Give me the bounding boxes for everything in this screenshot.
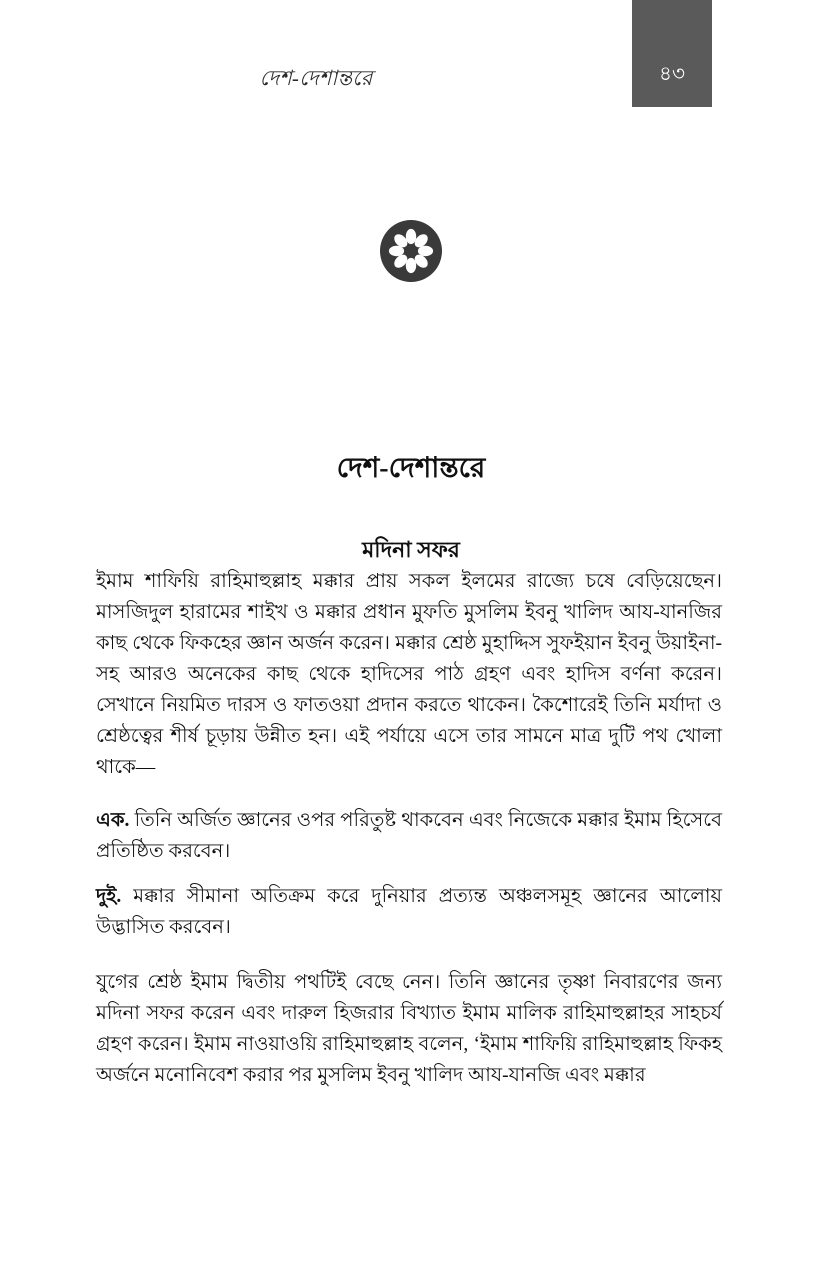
rosette-ornament	[0, 219, 822, 283]
paragraph-intro	[96, 566, 722, 783]
paragraph-option-one-text: তিনি অর্জিত জ্ঞানের ওপর পরিতুষ্ট থাকবেন এবং নিজেকে মক্কার ইমাম হিসেবে প্রতিষ্ঠিত করবেন।	[96, 810, 722, 862]
body-text-block	[96, 566, 722, 1091]
paragraph-option-two-label: দুই.	[96, 886, 122, 907]
section-title: মদিনা সফর	[362, 537, 460, 563]
chapter-title: দেশ-দেশান্তরে	[336, 452, 486, 484]
paragraph-option-one-label: এক.	[96, 810, 130, 831]
paragraph-option-one	[96, 805, 722, 867]
eight-petal-rosette-icon	[379, 219, 443, 283]
page-number: ৪৩	[659, 63, 685, 85]
running-head: দেশ-দেশান্তরে	[259, 66, 373, 90]
paragraph-closing	[96, 967, 722, 1091]
paragraph-option-two-text: মক্কার সীমানা অতিক্রম করে দুনিয়ার প্রত্যন্ত অঞ্চলসমূহ জ্ঞানের আলোয় উদ্ভাসিত করবেন।	[96, 886, 722, 938]
paragraph-option-two	[96, 881, 722, 943]
paragraph-intro-text: ইমাম শাফিয়ি রাহিমাহুল্লাহ মক্কার প্রায় সকল ইলমের রাজ্যে চষে বেড়িয়েছেন। মাসজিদুল হারামের শাইখ ও মক্কার প্রধান মুফতি মুসলিম ইবনু খালিদ আয-যানজির কাছ থেকে ফিকহের জ্ঞান অর্জন করেন। মক্কার শ্রেষ্ঠ মুহাদ্দিস সুফইয়ান ইবনু উয়াইনা-সহ আরও অনেকের কাছ থেকে হাদিসের পাঠ গ্রহণ এবং হাদিস বর্ণনা করেন। সেখানে নিয়মিত দারস ও ফাতওয়া প্রদান করতে থাকেন। কৈশোরেই তিনি মর্যাদা ও শ্রেষ্ঠত্বের শীর্ষ চূড়ায় উন্নীত হন। এই পর্যায়ে এসে তার সামনে মাত্র দুটি পথ খোলা থাকে—	[96, 571, 722, 778]
folio-box	[632, 0, 712, 107]
paragraph-closing-text: যুগের শ্রেষ্ঠ ইমাম দ্বিতীয় পথটিই বেছে নেন। তিনি জ্ঞানের তৃষ্ণা নিবারণের জন্য মদিনা সফর করেন এবং দারুল হিজরার বিখ্যাত ইমাম মালিক রাহিমাহুল্লাহর সাহচর্য গ্রহণ করেন। ইমাম নাওয়াওয়ি রাহিমাহুল্লাহ বলেন, ‘ইমাম শাফিয়ি রাহিমাহুল্লাহ ফিকহ অর্জনে মনোনিবেশ করার পর মুসলিম ইবনু খালিদ আয-যানজি এবং মক্কার	[96, 972, 722, 1086]
